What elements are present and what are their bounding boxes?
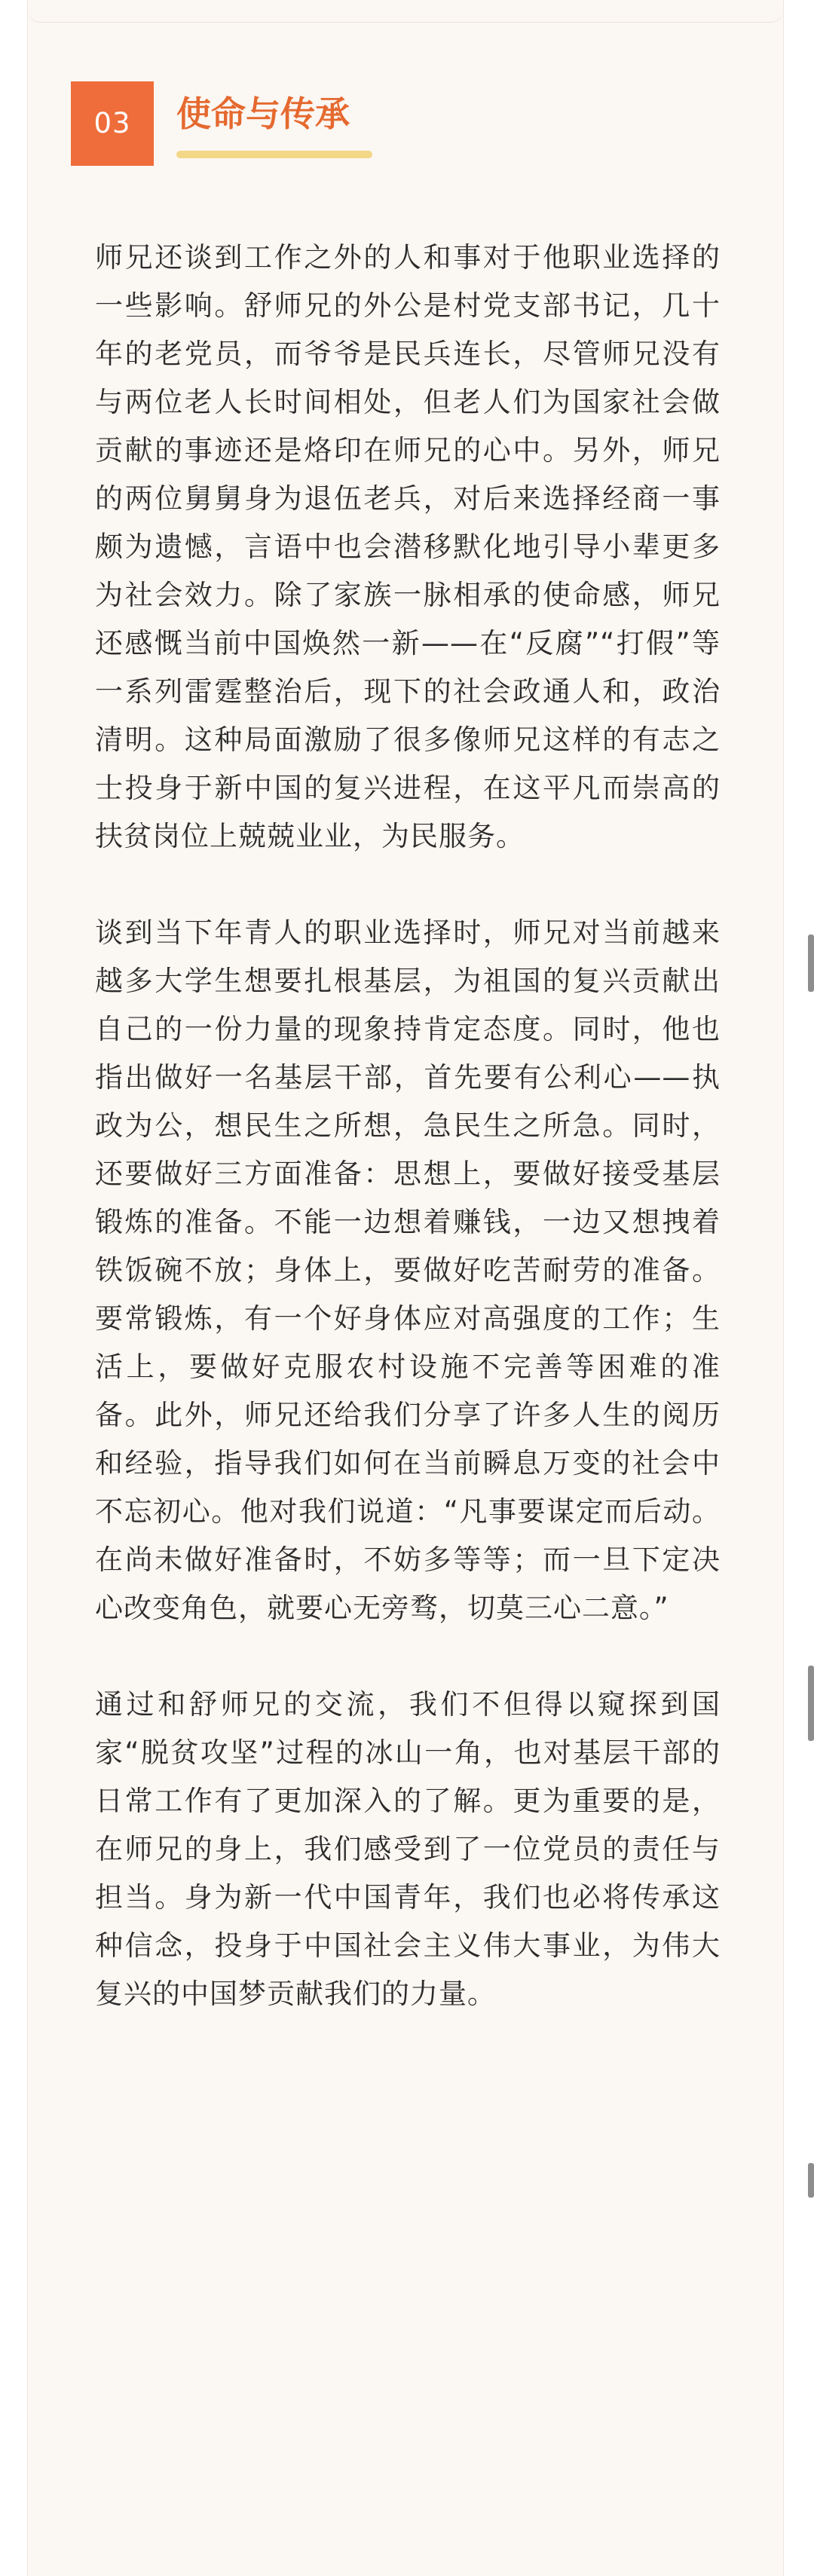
scrollbar-segment[interactable] bbox=[808, 2163, 814, 2198]
paragraph-family-influence: 师兄还谈到工作之外的人和事对于他职业选择的一些影响。舒师兄的外公是村党支部书记，几十年的老党员，而爷爷是民兵连长，尽管师兄没有与两位老人长时间相处，但老人们为国家社会做贡献的事迹还是烙印在师兄的心中。另外，师兄的两位舅舅身为退伍老兵，对后来选择经商一事颇为遗憾，言语中也会潜移默化地引导小辈更多为社会效力。除了家族一脉相承的使命感，师兄还感慨当前中国焕然一新——在“反腐”“打假”等一系列雷霆整治后，现下的社会政通人和，政治清明。这种局面激励了很多像师兄这样的有志之士投身于新中国的复兴进程，在这平凡而崇高的扶贫岗位上兢兢业业，为民服务。 bbox=[95, 241, 721, 852]
section-title-underline bbox=[176, 151, 372, 158]
article-body bbox=[95, 234, 721, 2018]
scrollbar-segment[interactable] bbox=[808, 1666, 814, 1741]
section-number-badge: 03 bbox=[71, 81, 154, 166]
paragraph-career-advice: 谈到当下年青人的职业选择时，师兄对当前越来越多大学生想要扎根基层，为祖国的复兴贡献出自己的一份力量的现象持肯定态度。同时，他也指出做好一名基层干部，首先要有公利心——执政为公，想民生之所想，急民生之所急。同时，还要做好三方面准备：思想上，要做好接受基层锻炼的准备。不能一边想着赚钱，一边又想拽着铁饭碗不放；身体上，要做好吃苦耐劳的准备。要常锻炼，有一个好身体应对高强度的工作；生活上，要做好克服农村设施不完善等困难的准备。此外，师兄还给我们分享了许多人生的阅历和经验，指导我们如何在当前瞬息万变的社会中不忘初心。他对我们说道：“凡事要谋定而后动。在尚未做好准备时，不妨多等等；而一旦下定决心改变角色，就要心无旁骛，切莫三心二意。” bbox=[95, 916, 721, 1624]
section-header bbox=[71, 81, 523, 172]
previous-card-edge bbox=[27, 0, 784, 23]
scrollbar-segment[interactable] bbox=[808, 935, 814, 992]
section-title: 使命与传承 bbox=[176, 93, 350, 134]
paragraph-conclusion: 通过和舒师兄的交流，我们不但得以窥探到国家“脱贫攻坚”过程的冰山一角，也对基层干部的日常工作有了更加深入的了解。更为重要的是，在师兄的身上，我们感受到了一位党员的责任与担当。身为新一代中国青年，我们也必将传承这种信念，投身于中国社会主义伟大事业，为伟大复兴的中国梦贡献我们的力量。 bbox=[95, 1688, 721, 2010]
